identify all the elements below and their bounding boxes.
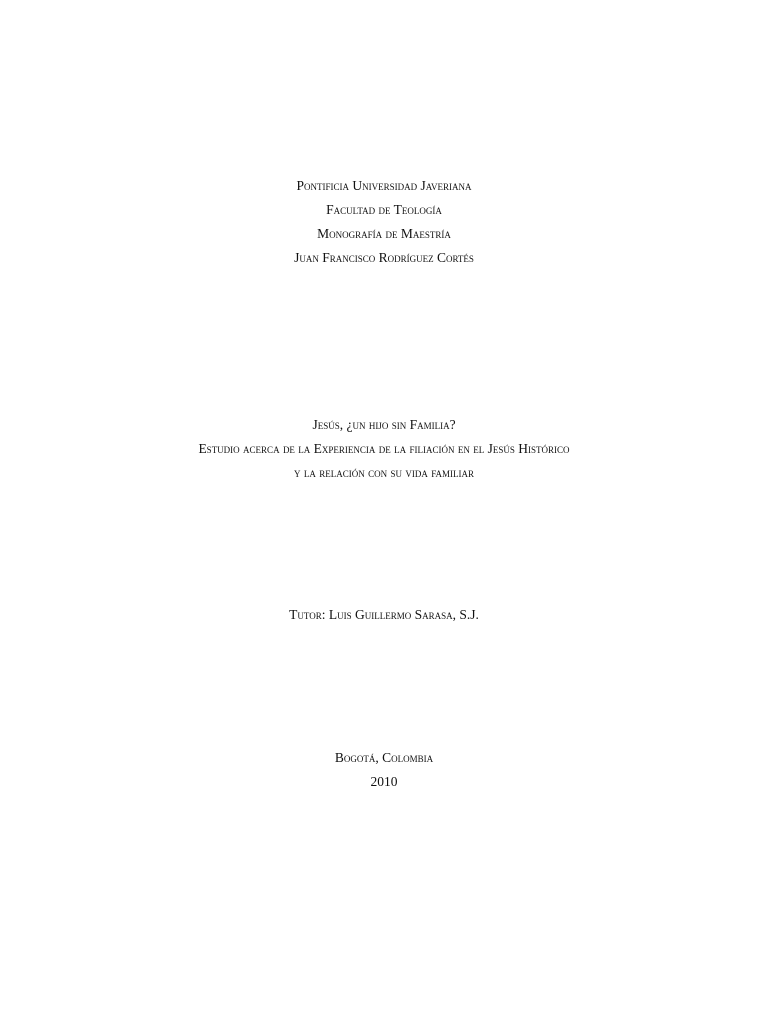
author-name: Juan Francisco Rodríguez Cortés [294,250,474,265]
place-line: Bogotá, Colombia [334,750,434,765]
university-name: Pontificia Universidad Javeriana [296,178,472,193]
thesis-subtitle-line-1: Estudio acerca de la Experiencia de la filiación en el Jesús Histórico [198,441,570,456]
document-type: Monografía de Maestría [317,226,451,241]
thesis-title: Jesús, ¿un hijo sin Familia? [312,417,456,432]
year-line: 2010 [370,774,398,789]
faculty-name: Facultad de Teología [326,202,442,217]
tutor-line: Tutor: Luis Guillermo Sarasa, S.J. [289,607,479,622]
thesis-subtitle-line-2: y la relación con su vida familiar [293,465,475,480]
